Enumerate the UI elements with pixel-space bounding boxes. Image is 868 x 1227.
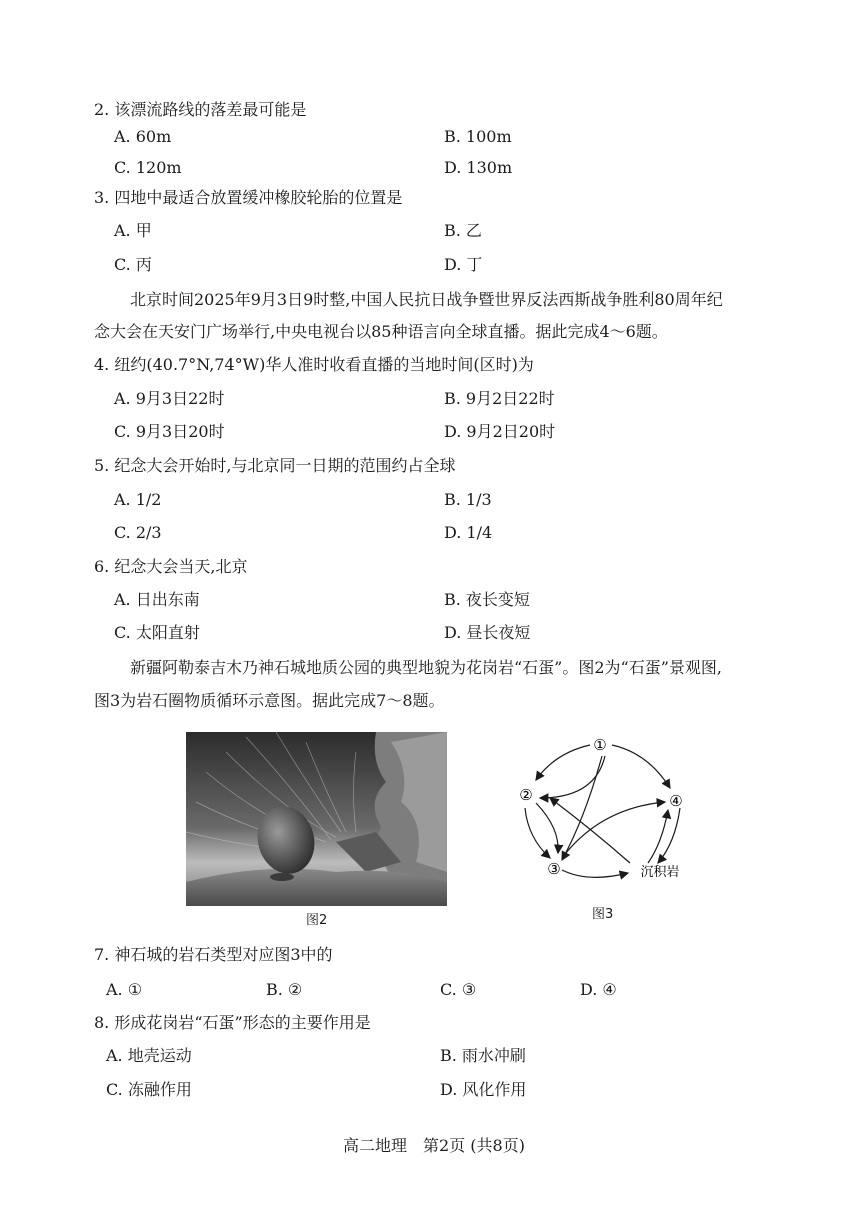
figure-3-caption: 图3 [592,907,614,922]
node-2: ② [519,786,533,804]
node-1: ① [593,736,607,754]
question-4-option-a: A. 9月3日22时 [114,389,225,408]
question-6-option-d: D. 昼长夜短 [444,623,531,642]
question-2-stem: 2. 该漂流路线的落差最可能是 [94,100,307,119]
question-7-option-c: C. ③ [440,980,477,999]
node-4: ④ [669,792,683,810]
passage-2-line-1: 新疆阿勒泰吉木乃神石城地质公园的典型地貌为花岗岩“石蛋”。图2为“石蛋”景观图, [130,658,722,677]
question-3-option-d: D. 丁 [444,255,483,274]
question-2-option-a: A. 60m [114,127,172,146]
question-7-option-a: A. ① [106,980,143,999]
question-2-option-d: D. 130m [444,158,513,177]
page-footer: 高二地理 第2页 (共8页) [343,1136,525,1155]
rock-egg-photo [186,732,447,906]
question-5-option-d: D. 1/4 [444,523,493,542]
node-sedimentary: 沉积岩 [640,865,680,880]
question-6-option-b: B. 夜长变短 [444,590,530,609]
question-5-stem: 5. 纪念大会开始时,与北京同一日期的范围约占全球 [94,456,456,475]
question-4-option-b: B. 9月2日22时 [444,389,555,408]
question-2-option-c: C. 120m [114,158,182,177]
question-8-option-b: B. 雨水冲刷 [440,1046,526,1065]
question-4-stem: 4. 纽约(40.7°N,74°W)华人准时收看直播的当地时间(区时)为 [94,355,534,374]
question-8-option-d: D. 风化作用 [440,1080,527,1099]
question-5-option-c: C. 2/3 [114,523,162,542]
passage-1-line-2: 念大会在天安门广场举行,中央电视台以85种语言向全球直播。据此完成4～6题。 [94,322,668,341]
question-7-stem: 7. 神石城的岩石类型对应图3中的 [94,945,333,964]
passage-2-line-2: 图3为岩石圈物质循环示意图。据此完成7～8题。 [94,691,445,710]
question-5-option-a: A. 1/2 [114,490,162,509]
question-3-option-a: A. 甲 [114,221,152,240]
question-3-stem: 3. 四地中最适合放置缓冲橡胶轮胎的位置是 [94,188,403,207]
question-2-option-b: B. 100m [444,127,512,146]
question-3-option-c: C. 丙 [114,255,152,274]
question-3-option-b: B. 乙 [444,221,482,240]
question-7-option-b: B. ② [266,980,303,999]
passage-1-line-1: 北京时间2025年9月3日9时整,中国人民抗日战争暨世界反法西斯战争胜利80周年纪 [130,290,723,309]
question-8-option-c: C. 冻融作用 [106,1080,192,1099]
rock-cycle-diagram [500,728,710,898]
question-6-option-c: C. 太阳直射 [114,623,200,642]
node-3: ③ [547,860,561,878]
question-5-option-b: B. 1/3 [444,490,492,509]
question-8-option-a: A. 地壳运动 [106,1046,192,1065]
question-6-stem: 6. 纪念大会当天,北京 [94,557,248,576]
question-4-option-c: C. 9月3日20时 [114,422,225,441]
question-7-option-d: D. ④ [580,980,617,999]
figure-2-caption: 图2 [306,913,328,928]
question-8-stem: 8. 形成花岗岩“石蛋”形态的主要作用是 [94,1013,371,1032]
question-6-option-a: A. 日出东南 [114,590,200,609]
question-4-option-d: D. 9月2日20时 [444,422,556,441]
